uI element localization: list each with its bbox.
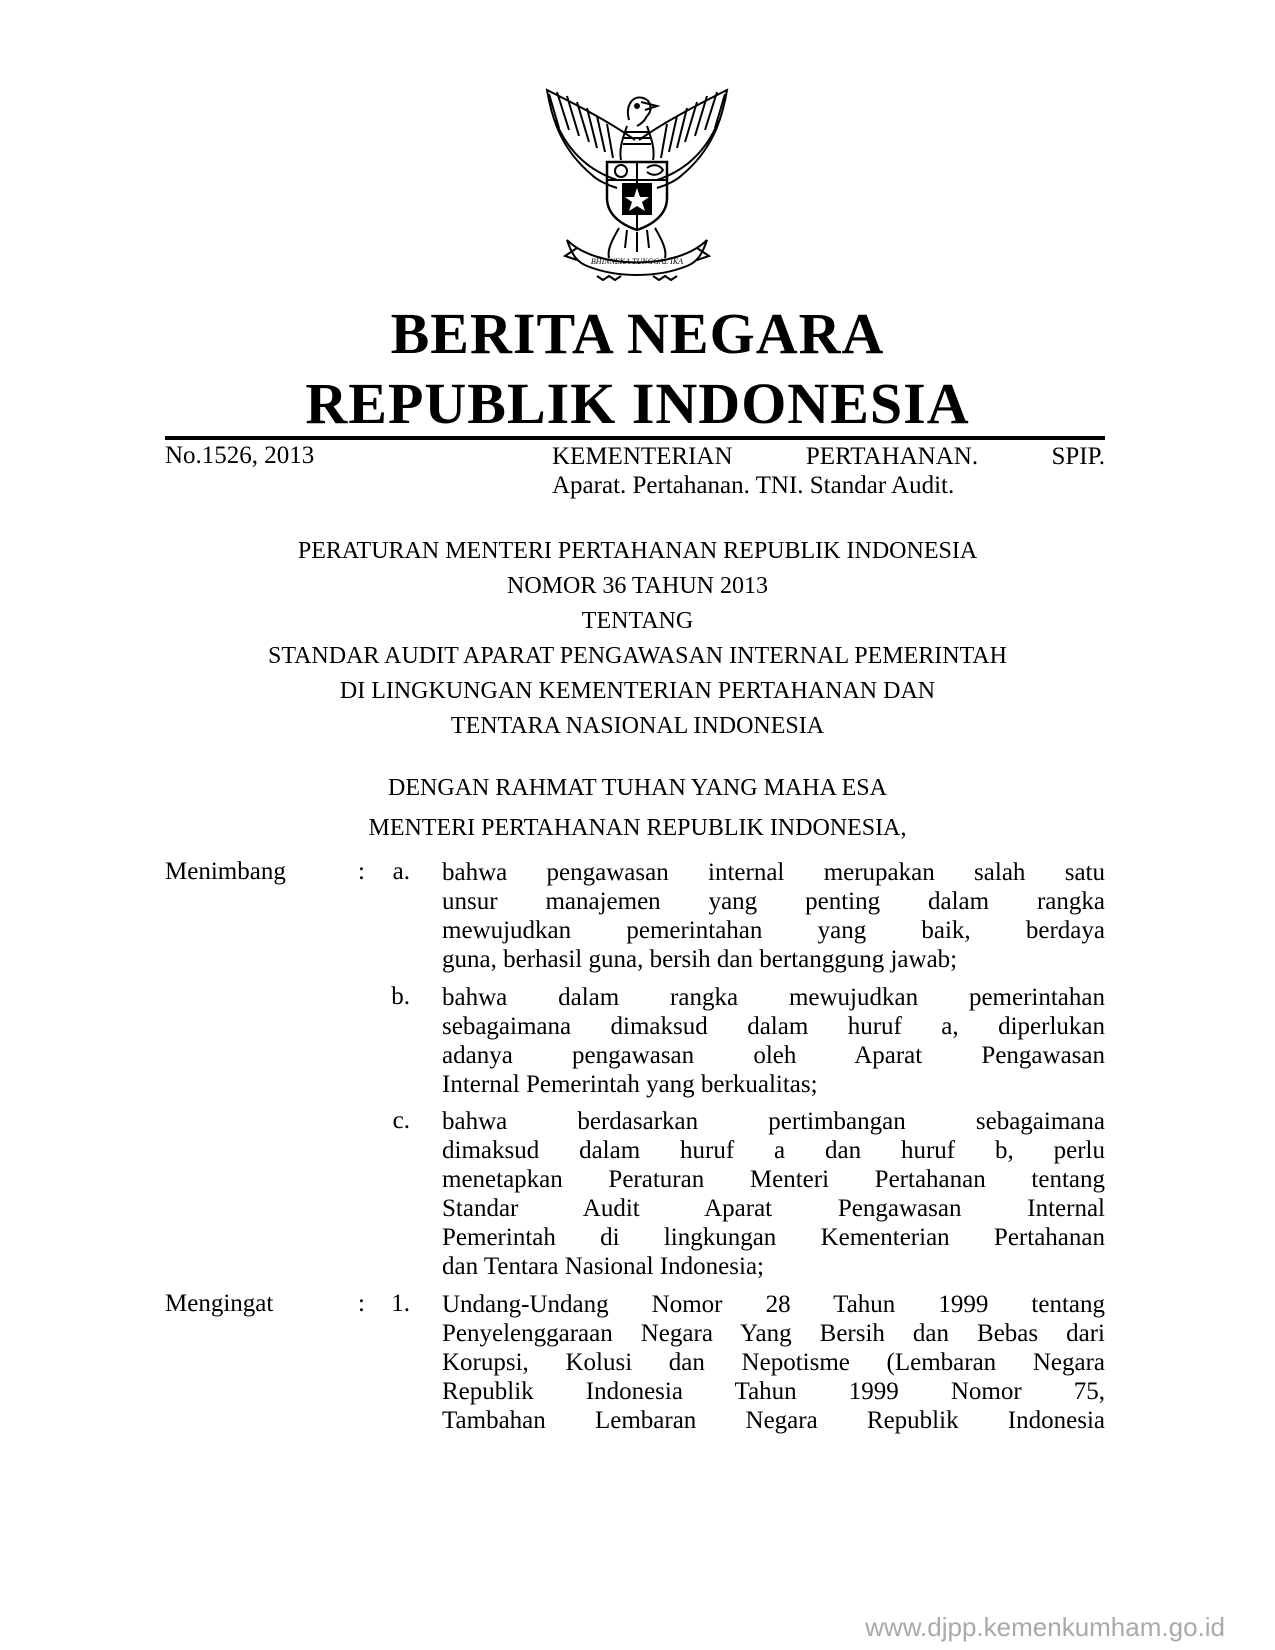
item-marker: 1. xyxy=(391,1290,410,1317)
considering-item-a xyxy=(442,858,1105,974)
masthead-divider xyxy=(165,436,1105,440)
text-line: Tambahan Lembaran Negara Republik Indonesia xyxy=(442,1407,1105,1434)
issue-number: No.1526, 2013 xyxy=(165,442,315,469)
preamble-line: MENTERI PERTAHANAN REPUBLIK INDONESIA, xyxy=(368,815,907,841)
masthead-subtitle: REPUBLIK INDONESIA xyxy=(305,371,970,436)
category-word: KEMENTERIAN xyxy=(552,443,733,470)
text-line: Undang-Undang Nomor 28 Tahun 1999 tentang xyxy=(442,1291,1105,1318)
title-line: TENTARA NASIONAL INDONESIA xyxy=(450,713,825,739)
source-watermark: www.djpp.kemenkumham.go.id xyxy=(865,1612,1225,1642)
text-line: bahwa dalam rangka mewujudkan pemerintahan xyxy=(442,984,1105,1011)
regulation-title xyxy=(0,534,1275,744)
text-line: Korupsi, Kolusi dan Nepotisme (Lembaran Negara xyxy=(442,1349,1105,1376)
masthead-title: BERITA NEGARA xyxy=(390,301,885,366)
text-line: sebagaimana dimaksud dalam huruf a, diperlukan xyxy=(442,1013,1105,1040)
category-line: Aparat. Pertahanan. TNI. Standar Audit. xyxy=(552,472,955,499)
category-word: PERTAHANAN. xyxy=(805,443,979,470)
preamble xyxy=(0,768,1275,848)
garuda-emblem-icon xyxy=(537,80,737,285)
title-line: DI LINGKUNGAN KEMENTERIAN PERTAHANAN DAN xyxy=(339,678,936,704)
title-line: STANDAR AUDIT APARAT PENGAWASAN INTERNAL PEMERINTAH xyxy=(268,643,1007,669)
section-colon: : xyxy=(358,858,365,885)
section-label-menimbang: Menimbang xyxy=(165,858,286,885)
svg-text:BHINNEKA TUNGGAL IKA: BHINNEKA TUNGGAL IKA xyxy=(590,257,684,266)
text-line: Pemerintah di lingkungan Kementerian Pertahanan xyxy=(442,1224,1105,1251)
considering-item-c xyxy=(442,1107,1105,1281)
title-line: TENTANG xyxy=(581,608,694,634)
section-colon: : xyxy=(358,1290,365,1317)
item-marker: c. xyxy=(392,1107,410,1134)
preamble-line: DENGAN RAHMAT TUHAN YANG MAHA ESA xyxy=(388,775,887,801)
text-line: menetapkan Peraturan Menteri Pertahanan tentang xyxy=(442,1166,1105,1193)
title-line: PERATURAN MENTERI PERTAHANAN REPUBLIK INDONESIA xyxy=(297,538,978,564)
text-line: mewujudkan pemerintahan yang baik, berdaya xyxy=(442,917,1105,944)
text-line: dimaksud dalam huruf a dan huruf b, perlu xyxy=(442,1137,1105,1164)
text-line: Republik Indonesia Tahun 1999 Nomor 75, xyxy=(442,1378,1105,1405)
text-line: unsur manajemen yang penting dalam rangka xyxy=(442,888,1105,915)
title-line: NOMOR 36 TAHUN 2013 xyxy=(507,573,768,599)
category-tags xyxy=(552,442,1105,500)
recalling-item-1 xyxy=(442,1290,1105,1435)
text-line: guna, berhasil guna, bersih dan bertanggung jawab; xyxy=(442,946,958,973)
item-marker: b. xyxy=(391,983,410,1010)
section-label-mengingat: Mengingat xyxy=(165,1290,274,1317)
text-line: Internal Pemerintah yang berkualitas; xyxy=(442,1071,818,1098)
text-line: bahwa berdasarkan pertimbangan sebagaimana xyxy=(442,1108,1105,1135)
considering-item-b xyxy=(442,983,1105,1099)
text-line: bahwa pengawasan internal merupakan salah satu xyxy=(442,859,1105,886)
text-line: dan Tentara Nasional Indonesia; xyxy=(442,1253,764,1280)
text-line: Penyelenggaraan Negara Yang Bersih dan Bebas dari xyxy=(442,1320,1105,1347)
text-line: adanya pengawasan oleh Aparat Pengawasan xyxy=(442,1042,1105,1069)
item-marker: a. xyxy=(392,858,410,885)
text-line: Standar Audit Aparat Pengawasan Internal xyxy=(442,1195,1105,1222)
category-word: SPIP. xyxy=(1051,443,1105,470)
